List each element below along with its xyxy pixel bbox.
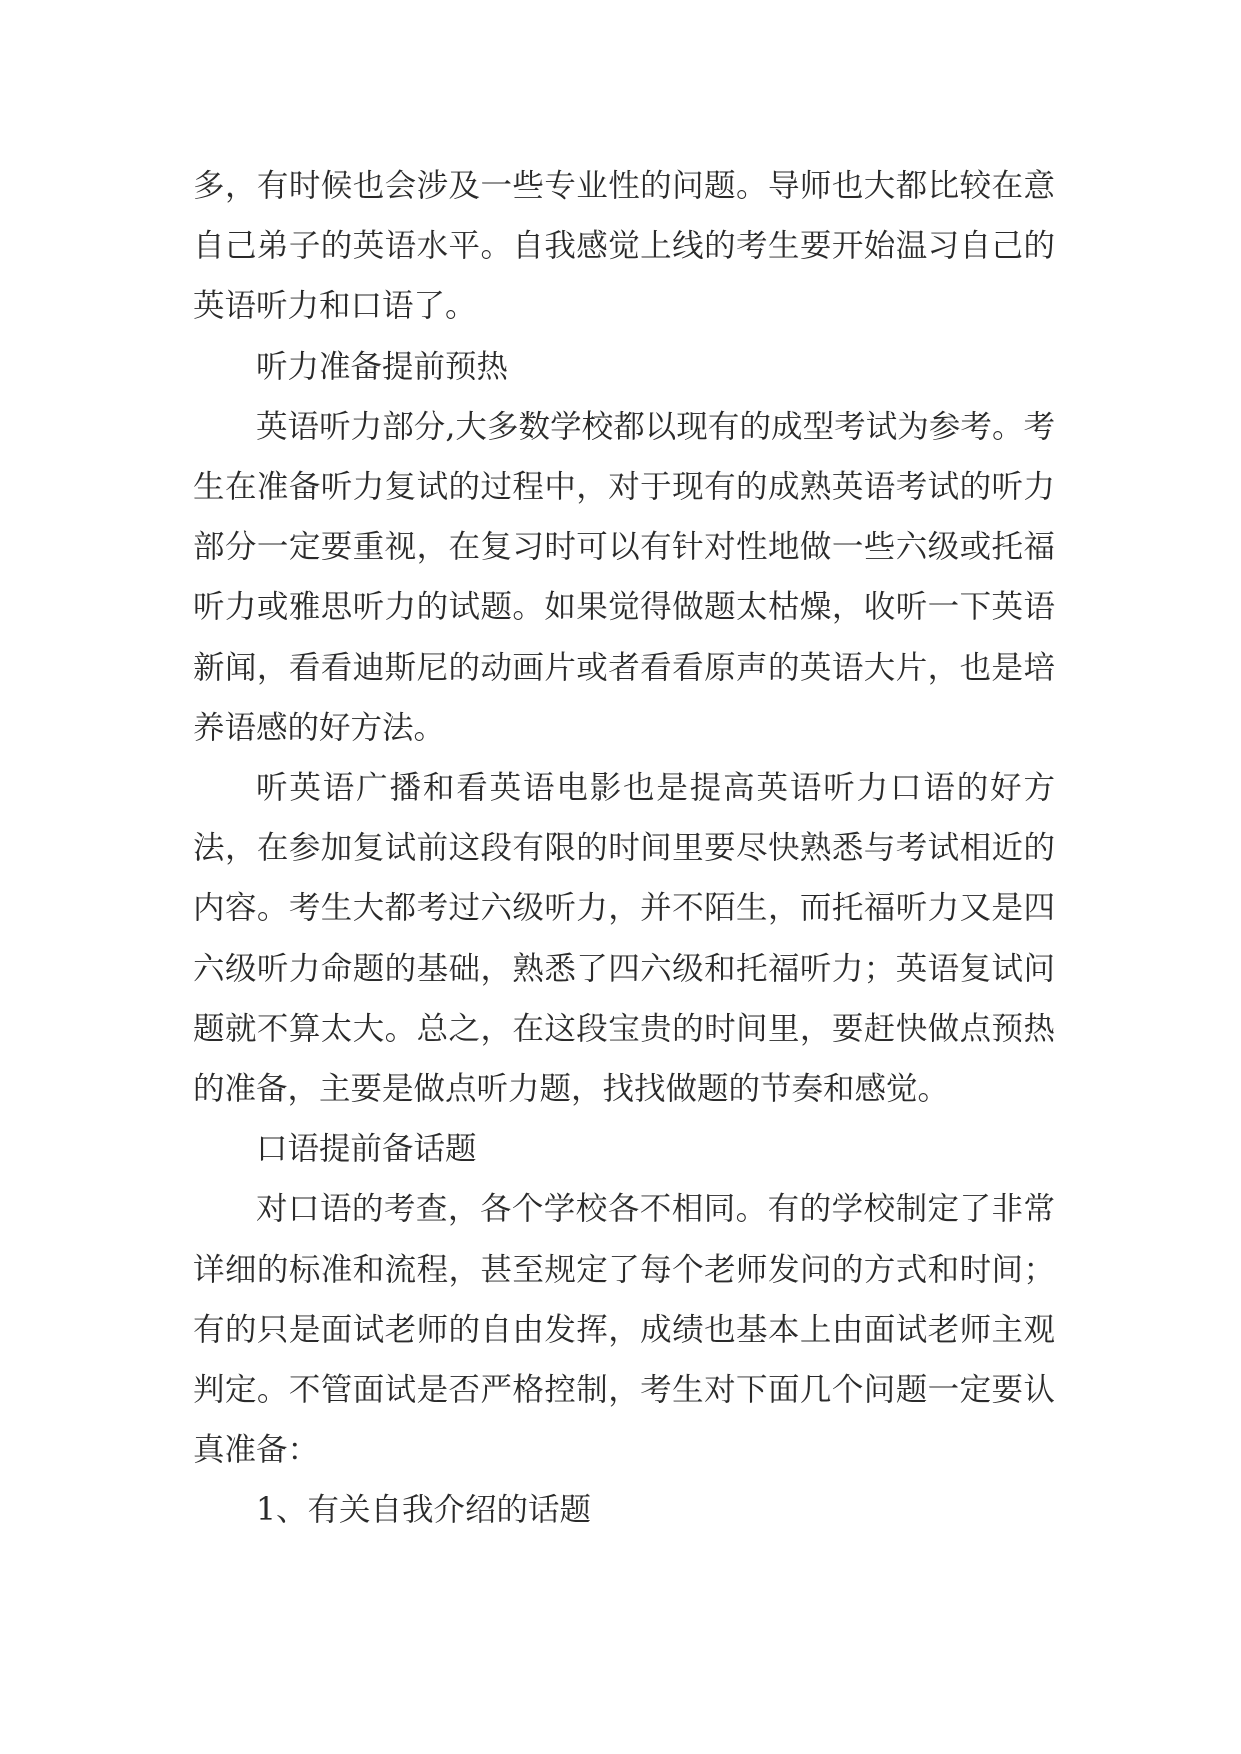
document-body bbox=[193, 156, 1055, 1541]
paragraph-speaking-intro: 对口语的考查，各个学校各不相同。有的学校制定了非常详细的标准和流程，甚至规定了每个老师发问的方式和时间；有的只是面试老师的自由发挥，成绩也基本上由面试老师主观判定。不管面试是否严格控制，考生对下面几个问题一定要认真准备： bbox=[193, 1191, 1055, 1469]
paragraph-listening-intro: 英语听力部分,大多数学校都以现有的成型考试为参考。考生在准备听力复试的过程中，对于现有的成熟英语考试的听力部分一定要重视，在复习时可以有针对性地做一些六级或托福听力或雅思听力的试题。如果觉得做题太枯燥，收听一下英语新闻，看看迪斯尼的动画片或者看看原声的英语大片，也是培养语感的好方法。 bbox=[193, 408, 1055, 746]
list-item-self-introduction: 1、有关自我介绍的话题 bbox=[256, 1492, 592, 1529]
section-heading-listening: 听力准备提前预热 bbox=[256, 348, 509, 385]
paragraph-listening-tips: 听英语广播和看英语电影也是提高英语听力口语的好方法，在参加复试前这段有限的时间里要尽快熟悉与考试相近的内容。考生大都考过六级听力，并不陌生，而托福听力又是四六级听力命题的基础，熟悉了四六级和托福听力；英语复试问题就不算太大。总之，在这段宝贵的时间里，要赶快做点预热的准备，主要是做点听力题，找找做题的节奏和感觉。 bbox=[193, 770, 1055, 1108]
section-heading-speaking: 口语提前备话题 bbox=[256, 1131, 477, 1168]
paragraph-continuation: 多，有时候也会涉及一些专业性的问题。导师也大都比较在意自己弟子的英语水平。自我感觉上线的考生要开始温习自己的英语听力和口语了。 bbox=[193, 168, 1055, 325]
